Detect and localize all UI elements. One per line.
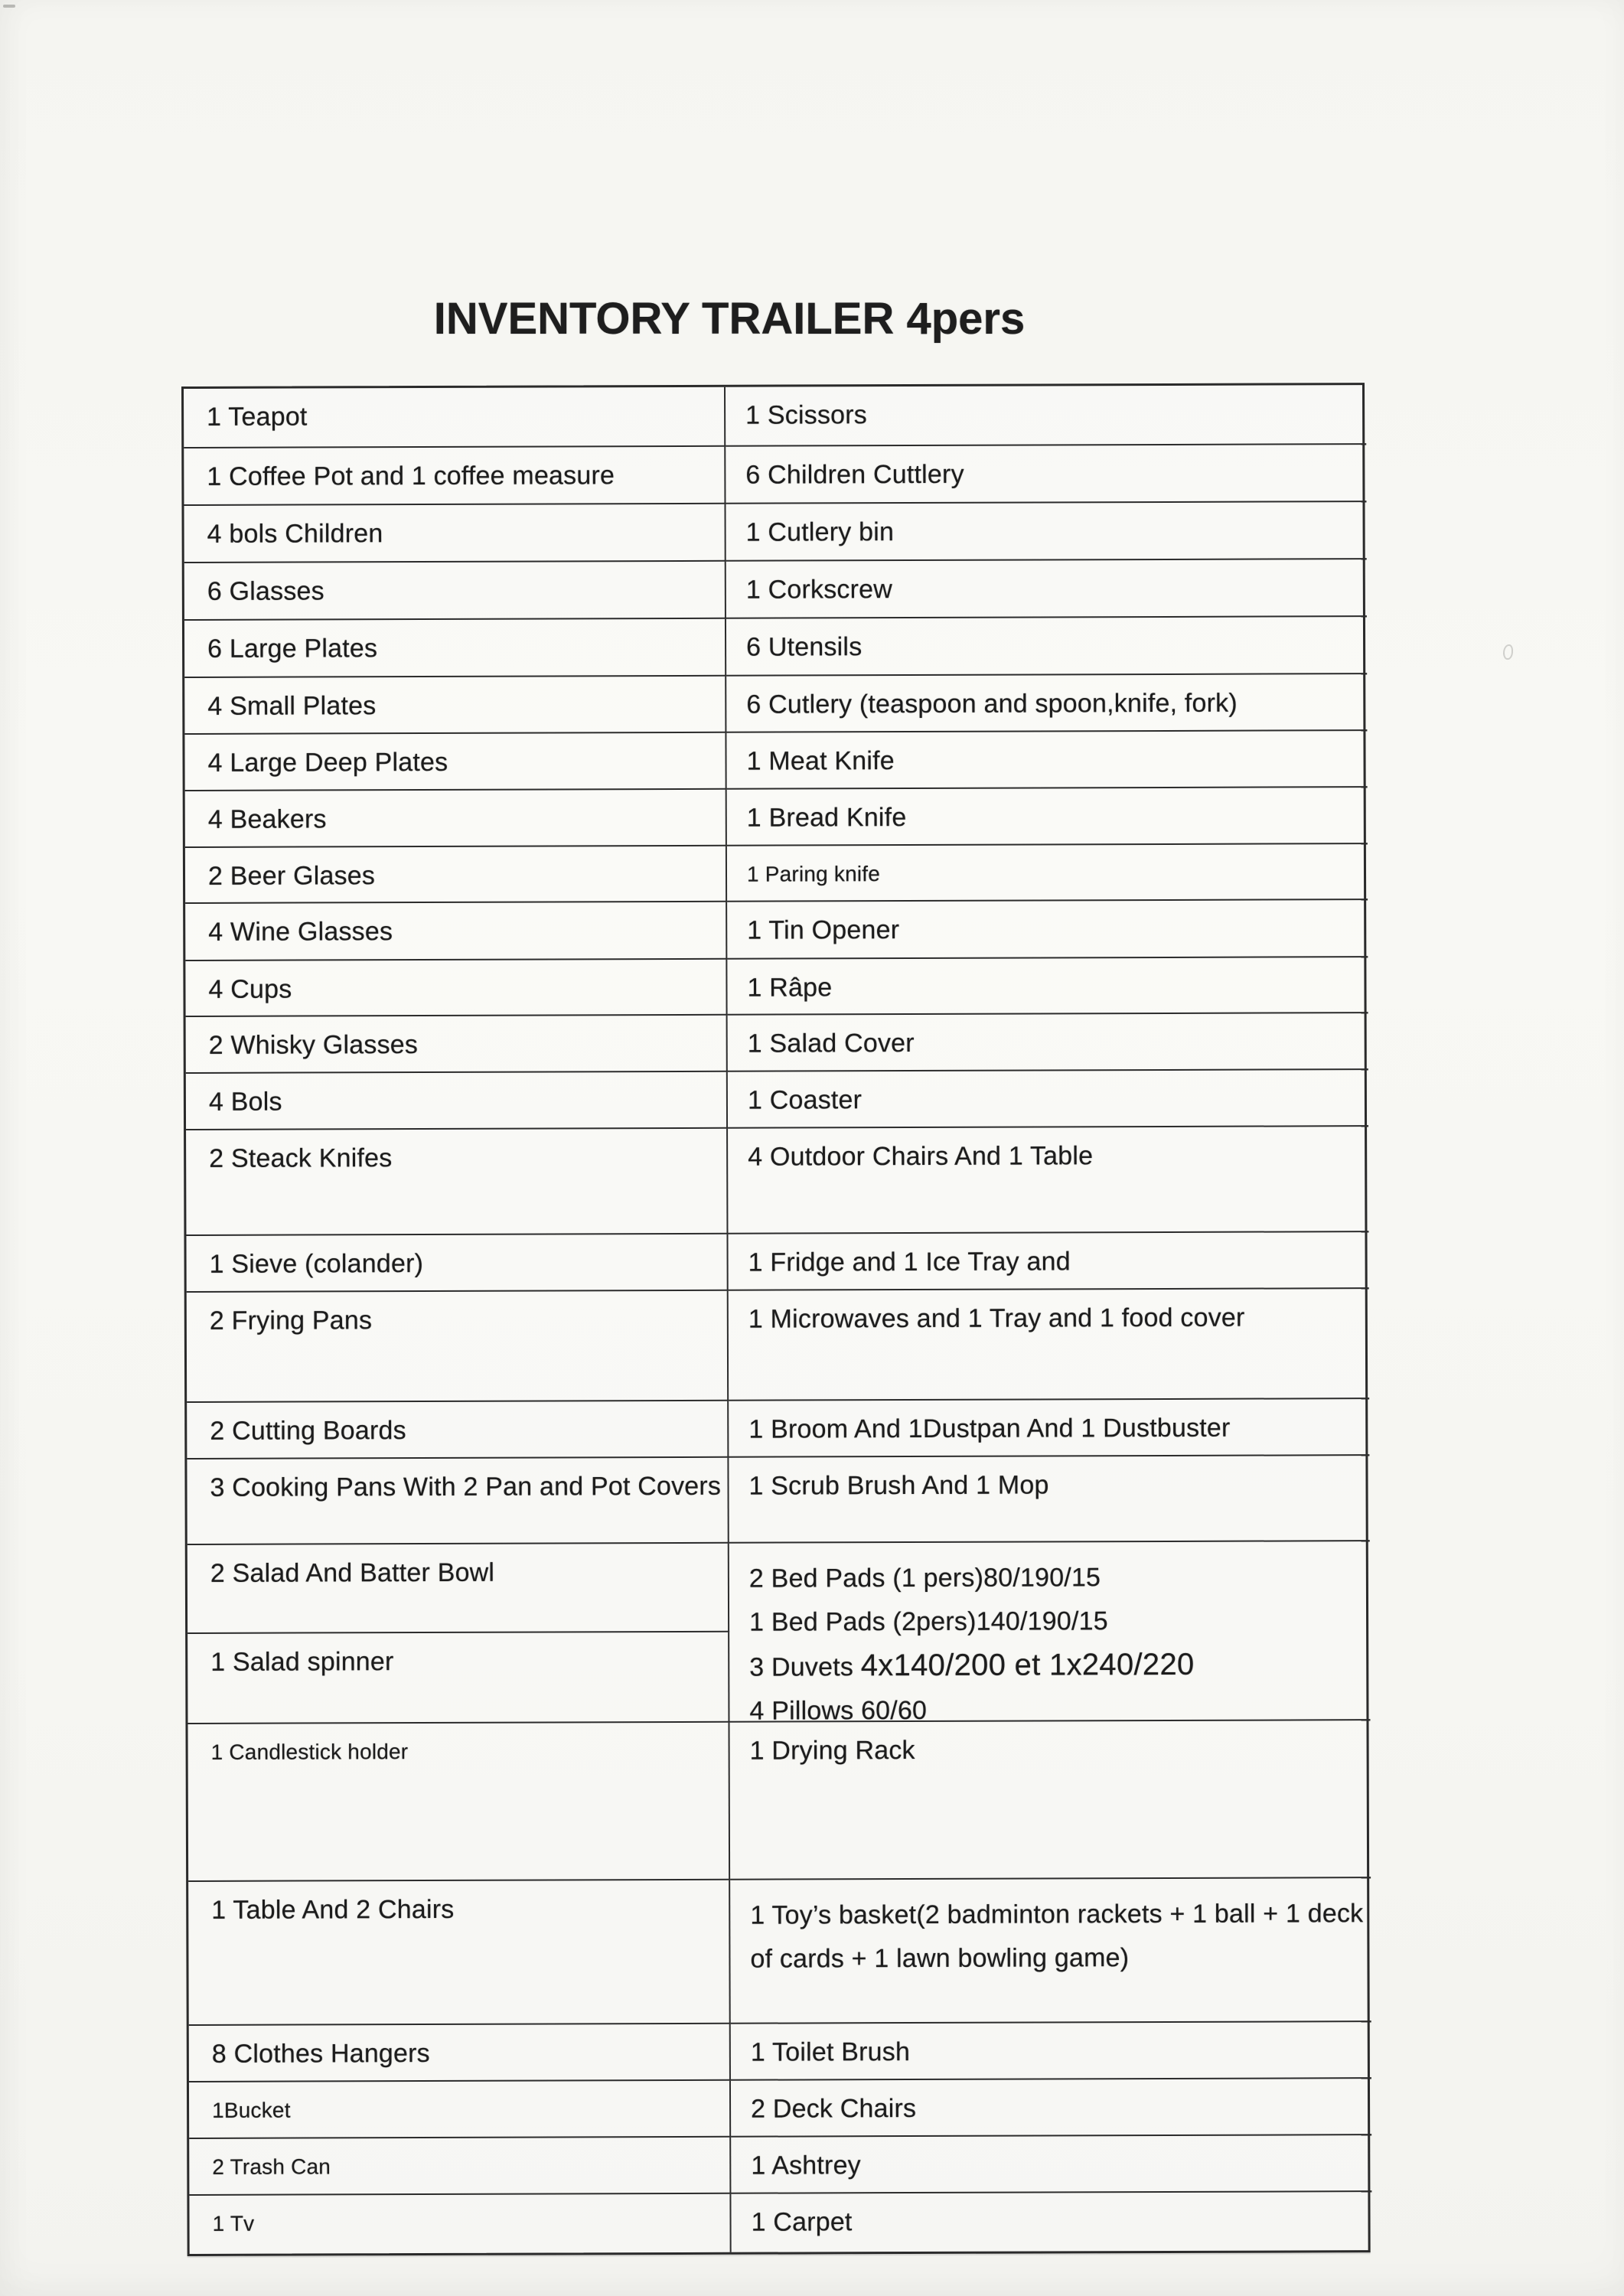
inventory-cell-left xyxy=(188,1544,729,1634)
inventory-cell-left xyxy=(184,677,726,735)
inventory-cell-right xyxy=(726,617,1367,677)
inventory-item-text: 1 Scissors xyxy=(745,400,868,430)
inventory-item-text: 1 Toy’s basket(2 badminton rackets + 1 ball + 1 deck xyxy=(750,1899,1364,1930)
inventory-item-text: 2 Cutting Boards xyxy=(210,1416,406,1446)
inventory-cell-left xyxy=(186,1234,728,1293)
inventory-item-text: 1 Scrub Brush And 1 Mop xyxy=(748,1470,1049,1501)
inventory-cell-left xyxy=(188,1723,730,1882)
inventory-item-text: 1 Tv xyxy=(212,2211,255,2236)
inventory-cell-left xyxy=(184,562,726,621)
inventory-item-text: 1Bucket xyxy=(212,2098,291,2122)
inventory-cell-left xyxy=(185,902,727,961)
inventory-cell-left xyxy=(189,2194,731,2254)
inventory-item-text: 8 Clothes Hangers xyxy=(211,2038,430,2069)
inventory-item-text: 1 Râpe xyxy=(747,973,833,1003)
inventory-item-text: 1 Corkscrew xyxy=(745,575,893,605)
inventory-cell-right xyxy=(726,559,1367,619)
inventory-cell-left xyxy=(188,1880,731,2026)
inventory-item-text: 6 Glasses xyxy=(207,576,324,606)
inventory-cell-right xyxy=(728,1232,1368,1291)
inventory-cell-right xyxy=(726,445,1366,504)
scan-artifact-mark xyxy=(1503,644,1513,660)
inventory-cell-right xyxy=(731,2022,1371,2081)
inventory-cell-right xyxy=(728,1013,1368,1072)
inventory-cell-right xyxy=(731,2079,1371,2138)
inventory-cell-left xyxy=(186,1016,728,1074)
inventory-cell-right xyxy=(729,1541,1371,1726)
inventory-cell-left xyxy=(184,619,726,678)
inventory-item-text: 1 Coffee Pot and 1 coffee measure xyxy=(207,461,615,491)
inventory-cell-right xyxy=(727,900,1368,960)
inventory-cell-right xyxy=(727,788,1368,846)
inventory-cell-left xyxy=(186,1072,728,1130)
inventory-cell-left xyxy=(184,387,726,448)
inventory-cell-left xyxy=(187,1401,729,1459)
inventory-cell-left xyxy=(188,1632,729,1724)
inventory-cell-left xyxy=(184,447,726,506)
inventory-cell-left xyxy=(187,1458,729,1545)
inventory-item-text: 3 Cooking Pans With 2 Pan and Pot Covers xyxy=(210,1471,722,1502)
inventory-item-text: 1 Candlestick holder xyxy=(210,1740,409,1764)
inventory-cell-right xyxy=(729,1289,1370,1401)
inventory-cell-left xyxy=(187,1291,729,1403)
inventory-item-text: 1 Tin Opener xyxy=(747,915,900,945)
inventory-item-text: 4 Bols xyxy=(208,1087,282,1117)
inventory-cell-left xyxy=(185,790,727,848)
inventory-cell-right xyxy=(726,674,1367,733)
page-title: INVENTORY TRAILER 4pers xyxy=(433,294,1026,344)
inventory-item-text: 4 Large Deep Plates xyxy=(207,747,448,778)
inventory-item-text: 6 Children Cuttlery xyxy=(745,459,964,490)
inventory-cell-left xyxy=(184,733,726,791)
inventory-item-text: 1 Bed Pads (2pers)140/190/15 xyxy=(749,1606,1108,1637)
inventory-cell-right xyxy=(729,1456,1369,1544)
inventory-item-text: 4 Outdoor Chairs And 1 Table xyxy=(748,1141,1094,1172)
inventory-cell-right xyxy=(728,1070,1368,1129)
inventory-cell-left xyxy=(189,2138,731,2196)
inventory-item-text: 1 Toilet Brush xyxy=(750,2037,911,2067)
inventory-item-text: 2 Beer Glases xyxy=(207,861,376,891)
inventory-item-text: 3 Duvets 4x140/200 et 1x240/220 xyxy=(749,1647,1195,1683)
inventory-item-text: 2 Trash Can xyxy=(212,2154,331,2179)
inventory-cell-left xyxy=(185,846,727,904)
inventory-item-text: 4 Small Plates xyxy=(207,691,377,721)
inventory-item-text: 1 Cutlery bin xyxy=(745,517,895,547)
inventory-item-text: 2 Frying Pans xyxy=(209,1306,373,1336)
inventory-item-text: 4 Wine Glasses xyxy=(208,917,393,947)
inventory-cell-right xyxy=(726,502,1366,562)
inventory-item-text: 6 Cutlery (teaspoon and spoon,knife, fork) xyxy=(746,688,1238,719)
inventory-cell-right xyxy=(731,2135,1371,2194)
inventory-item-text: 2 Bed Pads (1 pers)80/190/15 xyxy=(748,1563,1101,1593)
inventory-item-dimensions: 4x140/200 et 1x240/220 xyxy=(860,1647,1195,1683)
inventory-item-text: 4 Cups xyxy=(208,974,292,1004)
inventory-cell-right xyxy=(729,1399,1369,1458)
inventory-item-text: 1 Salad spinner xyxy=(210,1647,394,1677)
inventory-item-text: 1 Meat Knife xyxy=(746,746,895,776)
inventory-item-text: 1 Sieve (colander) xyxy=(209,1249,424,1279)
inventory-cell-right xyxy=(726,385,1366,447)
inventory-item-text: 2 Whisky Glasses xyxy=(208,1030,419,1060)
inventory-cell-left xyxy=(184,504,726,563)
inventory-cell-right xyxy=(726,731,1367,790)
inventory-item-text: 1 Salad Cover xyxy=(747,1028,915,1058)
inventory-item-text: 1 Carpet xyxy=(751,2207,853,2237)
inventory-cell-left xyxy=(189,2081,731,2139)
inventory-cell-right xyxy=(727,957,1368,1016)
inventory-table xyxy=(181,383,1371,2256)
inventory-cell-left xyxy=(186,1129,728,1236)
inventory-item-text: 6 Utensils xyxy=(746,632,863,662)
inventory-cell-left xyxy=(189,2024,731,2082)
inventory-item-text: 2 Salad And Batter Bowl xyxy=(210,1557,495,1588)
inventory-item-text: 4 Beakers xyxy=(207,804,327,834)
inventory-item-text: 4 bols Children xyxy=(207,519,383,549)
inventory-cell-left xyxy=(185,960,727,1017)
inventory-item-text: 1 Teapot xyxy=(207,402,308,432)
inventory-cell-right xyxy=(729,1720,1371,1880)
scan-artifact-dash xyxy=(3,5,15,8)
inventory-item-text: 2 Steack Knifes xyxy=(209,1143,393,1173)
inventory-cell-right xyxy=(728,1127,1368,1234)
inventory-item-text: 1 Microwaves and 1 Tray and 1 food cover xyxy=(748,1303,1245,1334)
inventory-item-text: 1 Drying Rack xyxy=(749,1735,915,1766)
inventory-item-text: 1 Fridge and 1 Ice Tray and xyxy=(748,1247,1071,1277)
inventory-cell-right xyxy=(730,1878,1371,2024)
inventory-item-text: 1 Ashtrey xyxy=(751,2151,861,2180)
inventory-item-text: 1 Coaster xyxy=(747,1085,863,1115)
inventory-item-text: 1 Table And 2 Chairs xyxy=(211,1894,455,1925)
inventory-item-text: 1 Paring knife xyxy=(746,862,881,886)
inventory-item-text: 1 Bread Knife xyxy=(746,803,907,833)
inventory-item-text: of cards + 1 lawn bowling game) xyxy=(750,1943,1130,1974)
inventory-item-text: 1 Broom And 1Dustpan And 1 Dustbuster xyxy=(748,1413,1231,1444)
inventory-cell-right xyxy=(731,2192,1371,2252)
inventory-item-text: 4 Pillows 60/60 xyxy=(749,1695,928,1726)
inventory-cell-right xyxy=(727,844,1368,902)
inventory-item-text: 2 Deck Chairs xyxy=(751,2093,917,2124)
inventory-item-text: 6 Large Plates xyxy=(207,634,378,664)
